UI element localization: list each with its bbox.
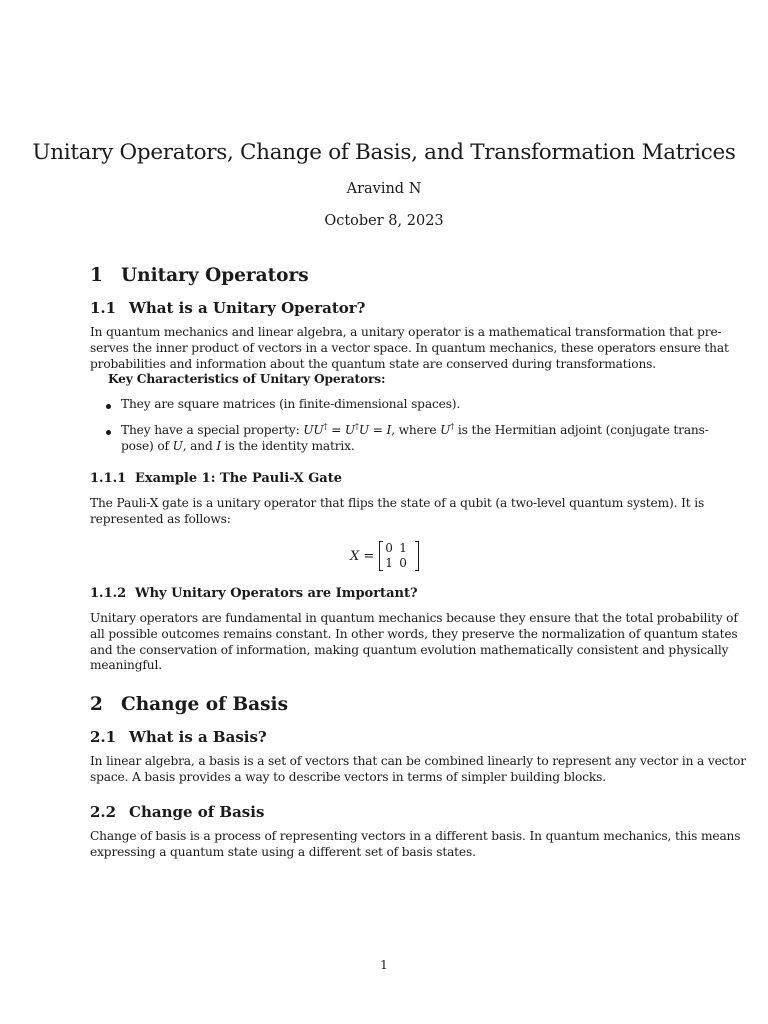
paragraph-importance	[90, 611, 738, 674]
subsection-title: What is a Basis?	[129, 728, 267, 746]
document-date: October 8, 2023	[324, 213, 444, 229]
text-line: The Pauli-X gate is a unitary operator that flips the state of a qubit (a two-level quantum system). It is	[90, 496, 705, 510]
subsection-2-1-heading	[90, 728, 267, 746]
page-number: 1	[380, 958, 388, 972]
paragraph-change-of-basis	[90, 829, 741, 861]
subsubsection-1-1-2-heading	[90, 586, 418, 601]
text-line: In quantum mechanics and linear algebra, a unitary operator is a mathematical transformation that pre-	[90, 325, 722, 339]
bullet-icon	[106, 404, 111, 409]
text-line: pose) of U, and I is the identity matrix.	[121, 438, 355, 453]
section-title: Change of Basis	[121, 694, 288, 715]
subsubsection-number: 1.1.1	[90, 471, 127, 486]
subsubsection-number: 1.1.2	[90, 586, 127, 601]
section-number: 2	[90, 694, 103, 715]
bullet-icon	[106, 430, 111, 435]
pauli-x-equation	[350, 539, 419, 573]
subsubsection-title: Example 1: The Pauli-X Gate	[135, 471, 342, 486]
subsubsection-title: Why Unitary Operators are Important?	[135, 586, 418, 601]
text-line: represented as follows:	[90, 511, 231, 526]
text-line: and the conservation of information, making quantum evolution mathematically consistent and physically	[90, 642, 729, 657]
text-line: space. A basis provides a way to describe vectors in terms of simpler building blocks.	[90, 769, 606, 784]
matrix-cell: 1	[399, 541, 407, 555]
subsection-1-1-heading	[90, 299, 365, 317]
subsection-2-2-heading	[90, 803, 264, 821]
text-line: Change of basis is a process of representing vectors in a different basis. In quantum mechanics, this means	[90, 829, 741, 843]
subsubsection-1-1-1-heading	[90, 471, 342, 486]
text-line: all possible outcomes remains constant. In other words, they preserve the normalization of quantum states	[90, 626, 738, 641]
section-number: 1	[90, 265, 103, 286]
key-characteristics-heading: Key Characteristics of Unitary Operators:	[108, 372, 386, 386]
text-line: Unitary operators are fundamental in quantum mechanics because they ensure that the total probability of	[90, 611, 738, 625]
subsection-number: 2.1	[90, 728, 117, 746]
bullet-item-special-property	[121, 422, 709, 455]
document-title: Unitary Operators, Change of Basis, and Transformation Matrices	[32, 140, 736, 165]
section-2-heading	[90, 694, 288, 715]
text-line: meaningful.	[90, 658, 162, 673]
section-title: Unitary Operators	[121, 265, 309, 286]
text-line: serves the inner product of vectors in a vector space. In quantum mechanics, these operators ensure that	[90, 340, 729, 355]
text-line: In linear algebra, a basis is a set of vectors that can be combined linearly to represent any vector in a vector	[90, 754, 746, 768]
matrix-label: X =	[350, 548, 375, 564]
subsection-title: Change of Basis	[129, 803, 265, 821]
text-line: probabilities and information about the quantum state are conserved during transformations.	[90, 356, 656, 371]
pauli-x-matrix	[379, 541, 419, 571]
subsection-number: 2.2	[90, 803, 117, 821]
text-line: expressing a quantum state using a different set of basis states.	[90, 844, 476, 859]
matrix-cell: 0	[385, 541, 393, 555]
text-line: They have a special property: UU† = U†U = I, where U† is the Hermitian adjoint (conjugate trans-	[121, 422, 709, 437]
document-author: Aravind N	[346, 181, 422, 197]
subsection-title: What is a Unitary Operator?	[129, 299, 366, 317]
paragraph-pauli-x	[90, 496, 705, 528]
section-1-heading	[90, 265, 309, 286]
matrix-cell: 1	[385, 556, 393, 570]
paragraph-basis	[90, 754, 746, 786]
paragraph-unitary-definition	[90, 325, 729, 372]
bullet-item-square-matrices: They are square matrices (in finite-dimensional spaces).	[121, 397, 461, 411]
subsection-number: 1.1	[90, 299, 117, 317]
matrix-cell: 0	[399, 556, 407, 570]
